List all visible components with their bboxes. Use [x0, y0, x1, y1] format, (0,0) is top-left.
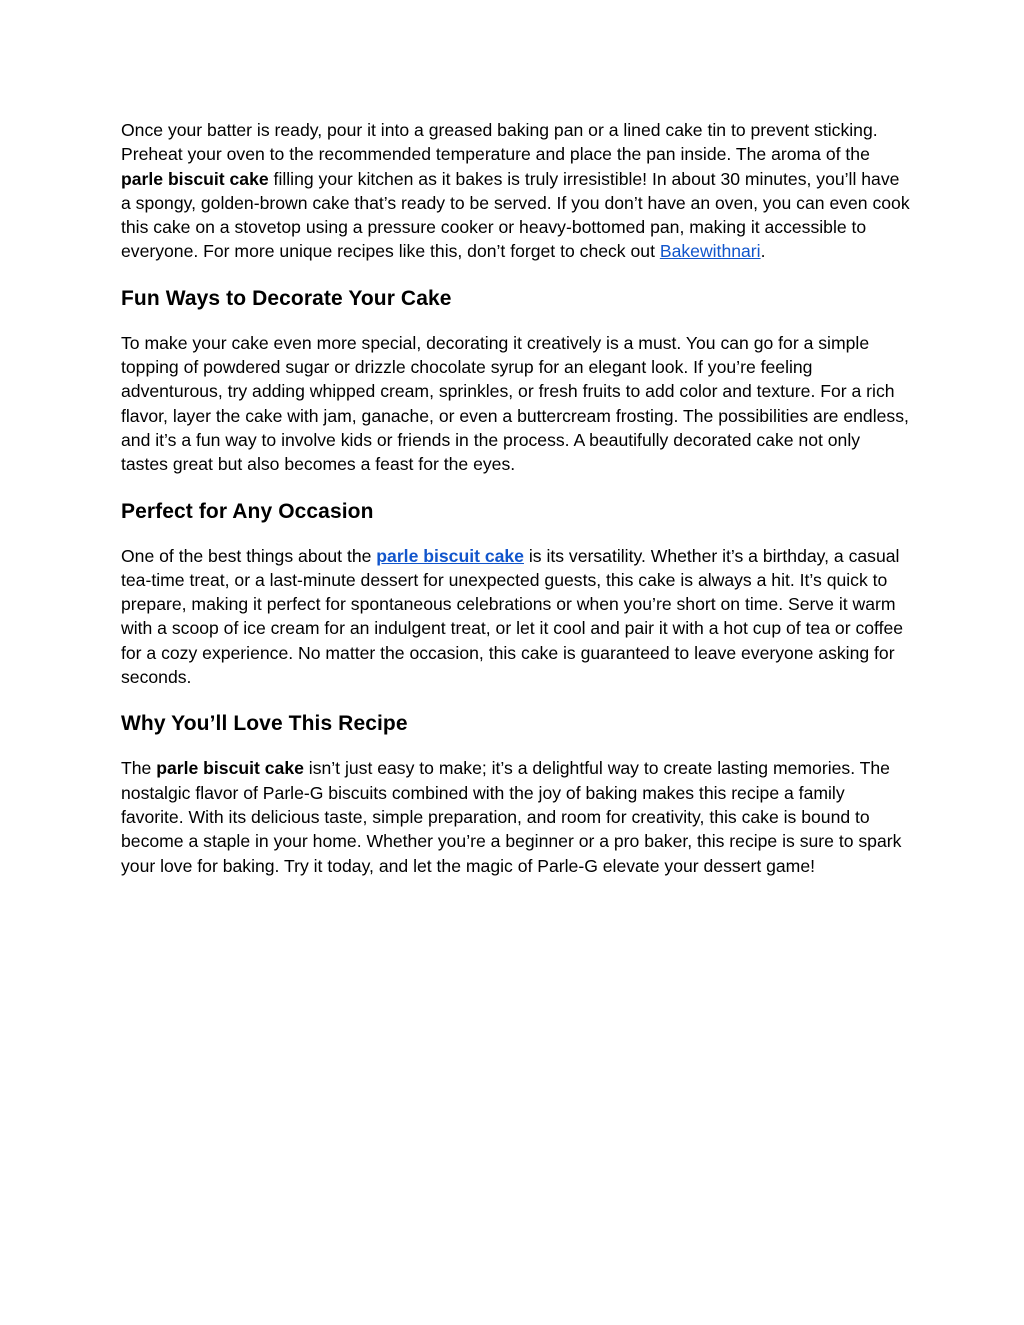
- heading-occasion: Perfect for Any Occasion: [121, 499, 374, 523]
- paragraph-text: One of the best things about the: [121, 545, 377, 566]
- paragraph-love: [121, 756, 911, 877]
- paragraph-text: is its versatility. Whether it’s a birthday, a casual tea-time treat, or a last-minute dessert for unexpected guests, this cake is always a hit. It’s quick to prepare, making it perfect for spontaneous celebrations or when you’re short on time. Serve it warm with a scoop of ice cream for an indulgent treat, or let it cool and pair it with a hot cup of tea or coffee for a cozy experience. No matter the occasion, this cake is guaranteed to leave everyone asking for seconds.: [121, 545, 904, 688]
- paragraph-text: isn’t just easy to make; it’s a delightful way to create lasting memories. The nostalgic flavor of Parle-G biscuits combined with the joy of baking makes this recipe a family favorite. With its delicious taste, simple preparation, and room for creativity, this cake is bound to become a staple in your home. Whether you’re a beginner or a pro baker, this recipe is sure to spark your love for baking. Try it today, and let the magic of Parle-G elevate your dessert game!: [121, 758, 902, 876]
- keyword-bold: parle biscuit cake: [156, 758, 304, 779]
- bakewithnari-link[interactable]: Bakewithnari: [659, 241, 761, 262]
- paragraph-baking: [121, 118, 911, 264]
- parle-biscuit-cake-link[interactable]: parle biscuit cake: [376, 545, 524, 566]
- heading-love: Why You’ll Love This Recipe: [121, 712, 408, 736]
- paragraph-text: filling your kitchen as it bakes is truly irresistible! In about 30 minutes, you’ll have a spongy, golden-brown cake that’s ready to be served. If you don’t have an oven, you can even cook this cake on a stovetop using a pressure cooker or heavy-bottomed pan, making it accessible to everyone. For more unique recipes like this, don’t forget to check out: [121, 168, 910, 262]
- paragraph-text: .: [760, 241, 766, 262]
- heading-decorate: Fun Ways to Decorate Your Cake: [121, 286, 452, 310]
- paragraph-decorate: To make your cake even more special, decorating it creatively is a must. You can go for a simple topping of powdered sugar or drizzle chocolate syrup for an elegant look. If you’re feeling adventurous, try adding whipped cream, sprinkles, or fresh fruits to add color and texture. For a rich flavor, layer the cake with jam, ganache, or even a buttercream frosting. The possibilities are endless, and it’s a fun way to involve kids or friends in the process. A beautifully decorated cake not only tastes great but also becomes a feast for the eyes.: [121, 332, 909, 475]
- document-page: [121, 118, 911, 878]
- paragraph-occasion: [121, 544, 911, 690]
- paragraph-text: The: [121, 758, 157, 779]
- paragraph-text: Once your batter is ready, pour it into a greased baking pan or a lined cake tin to prevent sticking. Preheat your oven to the recommended temperature and place the pan inside. The aroma of the: [121, 120, 878, 165]
- keyword-bold: parle biscuit cake: [121, 168, 269, 189]
